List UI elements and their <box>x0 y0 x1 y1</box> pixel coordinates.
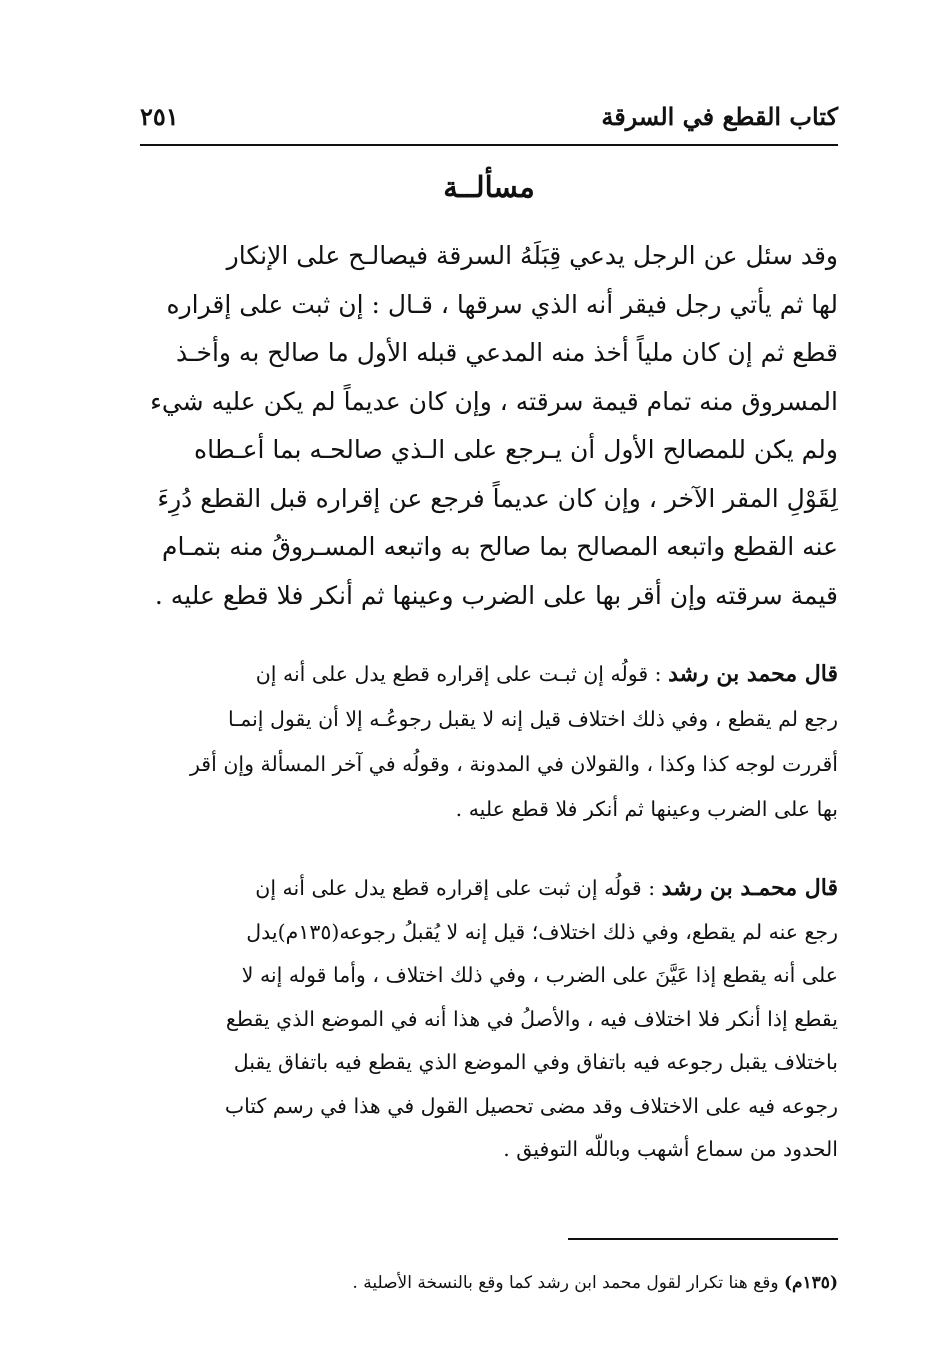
commentary-line: بها على الضرب وعينها ثم أنكر فلا قطع عليه . <box>455 797 838 821</box>
commentary-speaker: قال محمد بن رشد <box>668 661 838 687</box>
main-paragraph <box>135 232 838 620</box>
commentary-line: يقطع إذا أنكر فلا اختلاف فيه ، والأصلُ في هذا أنه في الموضع الذي يقطع <box>225 1006 838 1031</box>
main-line: ولم يكن للمصالح الأول أن يـرجع على الـذي صالحـه بما أعـطاه <box>194 435 838 464</box>
main-line: المسروق منه تمام قيمة سرقته ، وإن كان عديماً لم يكن عليه شيء <box>150 386 838 416</box>
main-line: قطع ثم إن كان ملياً أخذ منه المدعي قبله الأول ما صالح به وأخـذ <box>176 338 838 367</box>
commentary-line: الحدود من سماع أشهب وباللّه التوفيق . <box>503 1137 838 1161</box>
section-heading: مسألــة <box>443 170 535 204</box>
commentary-line: أقررت لوجه كذا وكذا ، والقولان في المدونة ، وقولُه في آخر المسألة وإن أقر <box>190 752 838 776</box>
commentary-line: باختلاف يقبل رجوعه فيه باتفاق وفي الموضع الذي يقطع فيه باتفاق يقبل <box>233 1050 838 1074</box>
commentary-speaker: قال محمـد بن رشد <box>661 875 838 901</box>
commentary-line-text: : قولُه إن ثبـت على إقراره قطع يدل على أنه إن <box>255 662 669 686</box>
commentary-paragraph-1 <box>135 652 838 832</box>
commentary-line: رجوعه فيه على الاختلاف وقد مضى تحصيل القول في هذا في رسم كتاب <box>224 1093 838 1118</box>
commentary-line <box>135 652 838 697</box>
commentary-line: على أنه يقطع إذا عَيَّنَ على الضرب ، وفي ذلك اختلاف ، وأما قوله إنه لا <box>241 963 838 987</box>
commentary-line: رجع لم يقطع ، وفي ذلك اختلاف قيل إنه لا يقبل رجوعُـه إلا أن يقول إنمـا <box>228 707 838 731</box>
running-title: كتاب القطع في السرقة <box>601 102 838 131</box>
footnote <box>140 1268 838 1298</box>
page-header <box>140 98 838 146</box>
commentary-line-text: : قولُه إن ثبت على إقراره قطع يدل على أنه إن <box>255 876 662 900</box>
main-line: عنه القطع واتبعه المصالح بما صالح به واتبعه المسـروقُ منه بتمـام <box>161 532 838 561</box>
commentary-line <box>135 867 838 911</box>
footnote-text: وقع هنا تكرار لقول محمد ابن رشد كما وقع بالنسخة الأصلية . <box>352 1273 784 1293</box>
commentary-line: رجع عنه لم يقطع، وفي ذلك اختلاف؛ قيل إنه لا يُقبلُ رجوعه(١٣٥م)يدل <box>246 919 838 944</box>
footnote-reference: (١٣٥م) <box>783 1273 838 1293</box>
main-line: قيمة سرقته وإن أقر بها على الضرب وعينها ثم أنكر فلا قطع عليه . <box>154 580 838 610</box>
page-number: ٢٥١ <box>140 102 179 131</box>
main-line: لها ثم يأتي رجل فيقر أنه الذي سرقها ، قـال : إن ثبت على إقراره <box>166 289 838 319</box>
main-line: وقد سئل عن الرجل يدعي قِبَلَهُ السرقة فيصالـح على الإنكار <box>226 241 838 270</box>
main-line: لِقَوْلِ المقر الآخر ، وإن كان عديماً فرجع عن إقراره قبل القطع دُرِءَ <box>157 483 838 513</box>
footnote-divider <box>568 1238 838 1240</box>
commentary-paragraph-2 <box>135 867 838 1172</box>
